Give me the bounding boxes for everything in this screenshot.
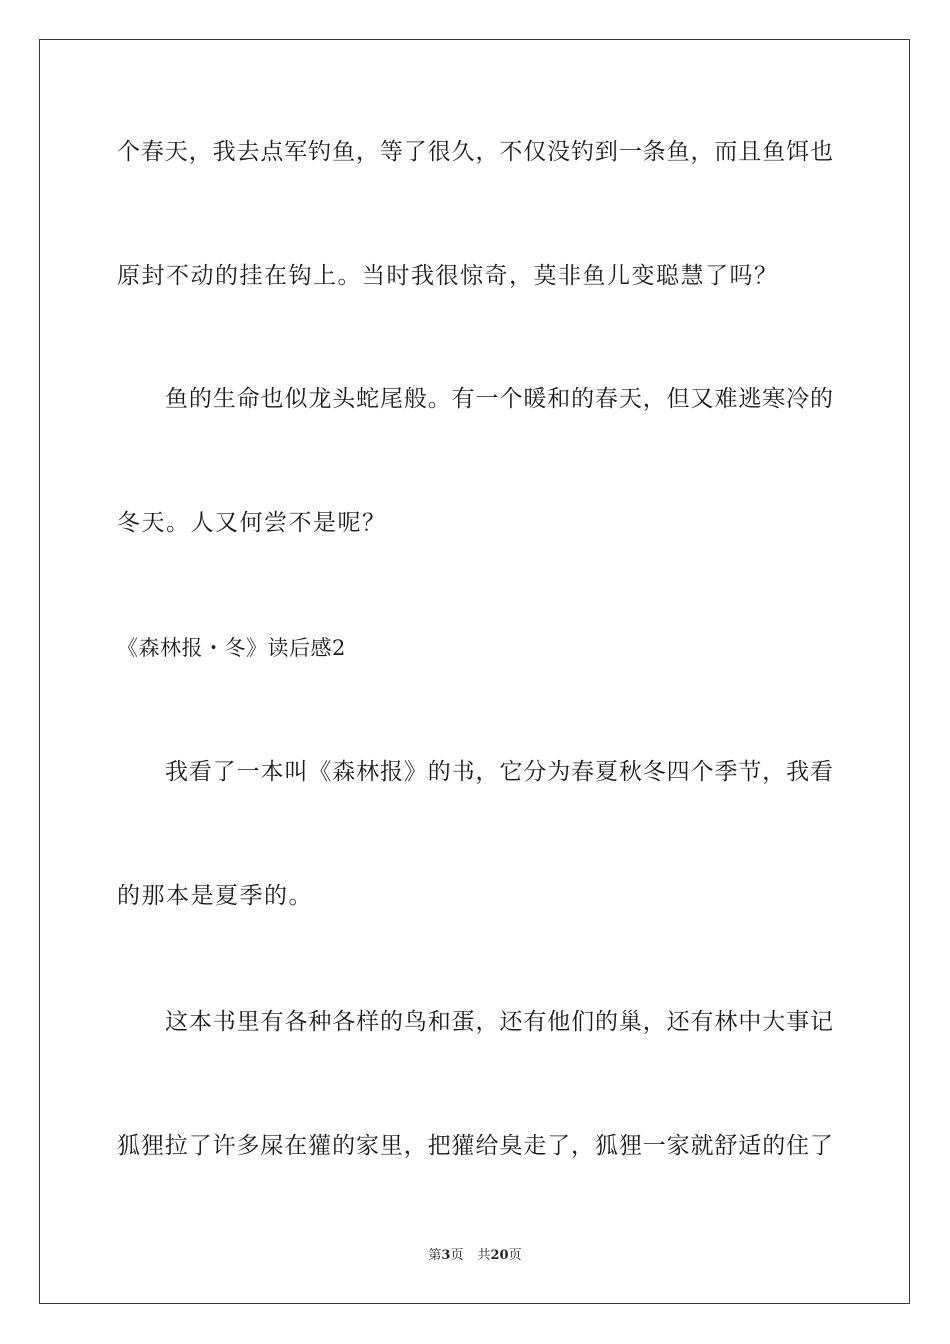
text-line-3: 鱼的生命也似龙头蛇尾般。有一个暖和的春天，但又难逃寒冷的 bbox=[165, 386, 833, 412]
page-prefix: 第 bbox=[428, 1248, 442, 1263]
page-suffix: 页 bbox=[450, 1248, 464, 1263]
text-line-5: 我看了一本叫《森林报》的书，它分为春夏秋冬四个季节，我看 bbox=[165, 759, 833, 785]
text-line-8: 狐狸拉了许多屎在獾的家里，把獾给臭走了，狐狸一家就舒适的住了 bbox=[117, 1133, 833, 1159]
text-line-6: 的那本是夏季的。 bbox=[117, 883, 313, 909]
text-line-1: 个春天，我去点军钓鱼，等了很久，不仅没钓到一条鱼，而且鱼饵也 bbox=[117, 139, 833, 165]
text-line-7: 这本书里有各种各样的鸟和蛋，还有他们的巢，还有林中大事记 bbox=[165, 1009, 833, 1035]
section-heading: 《森林报・冬》读后感2 bbox=[117, 636, 346, 660]
total-pages: 20 bbox=[490, 1248, 509, 1263]
page-footer bbox=[0, 1247, 950, 1265]
text-line-4: 冬天。人又何尝不是呢？ bbox=[117, 510, 387, 536]
total-suffix: 页 bbox=[508, 1248, 522, 1263]
text-line-2: 原封不动的挂在钩上。当时我很惊奇，莫非鱼儿变聪慧了吗？ bbox=[117, 263, 779, 289]
total-prefix: 共 bbox=[477, 1248, 491, 1263]
page-number: 3 bbox=[441, 1248, 451, 1263]
page-border bbox=[39, 39, 910, 1304]
